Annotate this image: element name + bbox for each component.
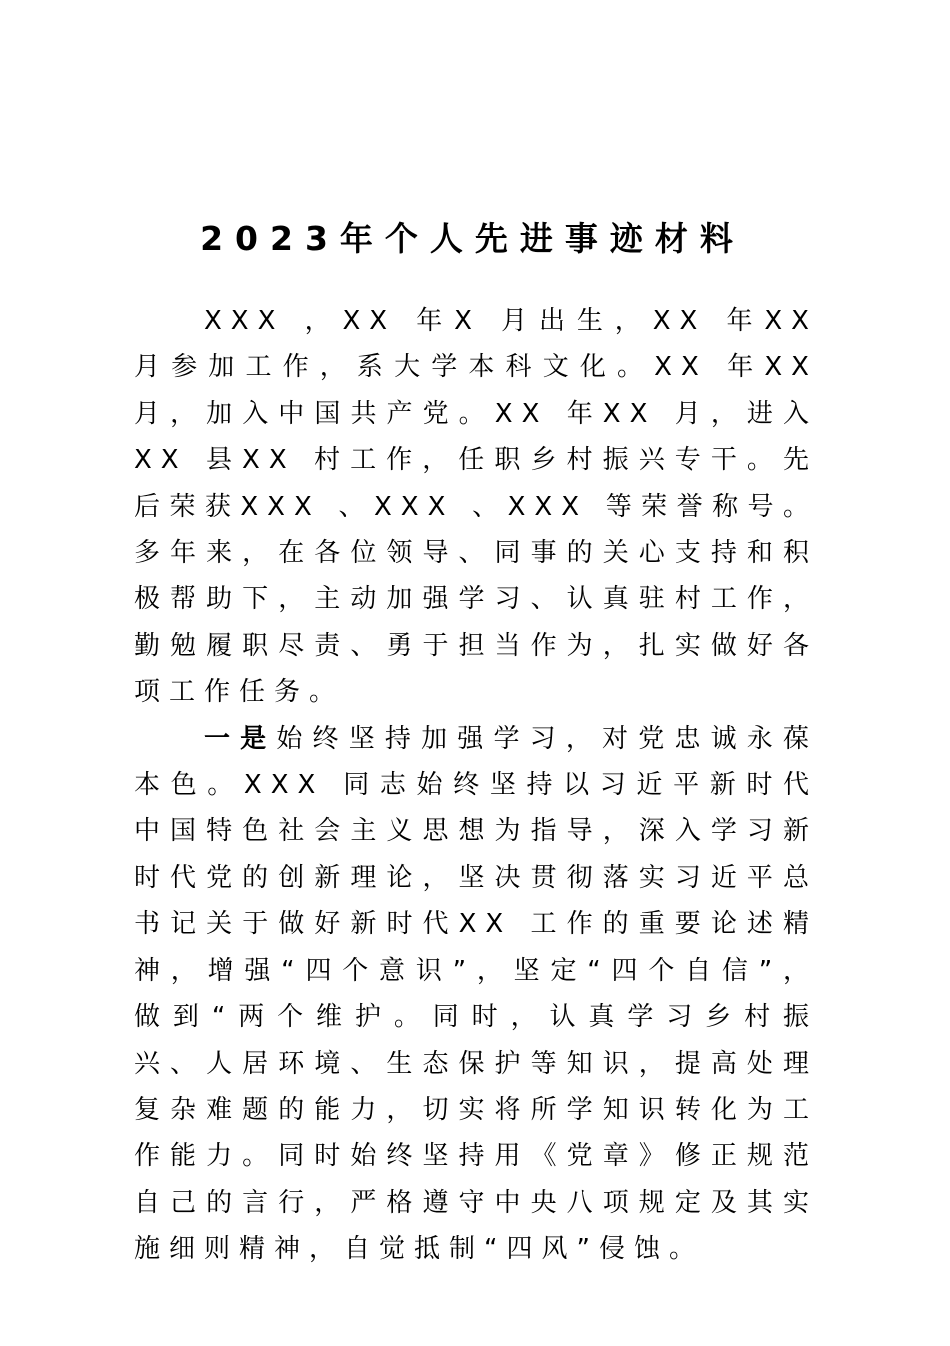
paragraph-point-one bbox=[134, 716, 818, 1273]
paragraph-point-one-text: 始终坚持加强学习，对党忠诚永葆本色。XXX 同志始终坚持以习近平新时代中国特色社会主义思想为指导，深入学习新时代党的创新理论，坚决贯彻落实习近平总书记关于做好新时代XX 工作的重要论述精神，增强“四个意识”，坚定“四个自信”，做到“两个维护。同时，认真学习乡村振兴、人居环境、生态保护等知识，提高处理复杂难题的能力，切实将所学知识转化为工作能力。同时始终坚持用《党章》修正规范自己的言行，严格遵守中央八项规定及其实施细则精神，自觉抵制“四风”侵蚀。 bbox=[134, 723, 818, 1265]
document-body bbox=[134, 298, 818, 1273]
document-title: 2023年个人先进事迹材料 bbox=[200, 219, 745, 258]
paragraph-lead-label: 一是 bbox=[204, 723, 277, 754]
paragraph-intro-text: XXX ，XX 年X 月出生，XX 年XX 月参加工作，系大学本科文化。XX 年XX 月，加入中国共产党。XX 年XX 月，进入XX 县XX 村工作，任职乡村振兴专干。先后荣获XXX 、XXX 、XXX 等荣誉称号。多年来，在各位领导、同事的关心支持和积极帮助下，主动加强学习、认真驻村工作，勤勉履职尽责、勇于担当作为，扎实做好各项工作任务。 bbox=[134, 306, 818, 708]
paragraph-intro bbox=[134, 298, 818, 716]
